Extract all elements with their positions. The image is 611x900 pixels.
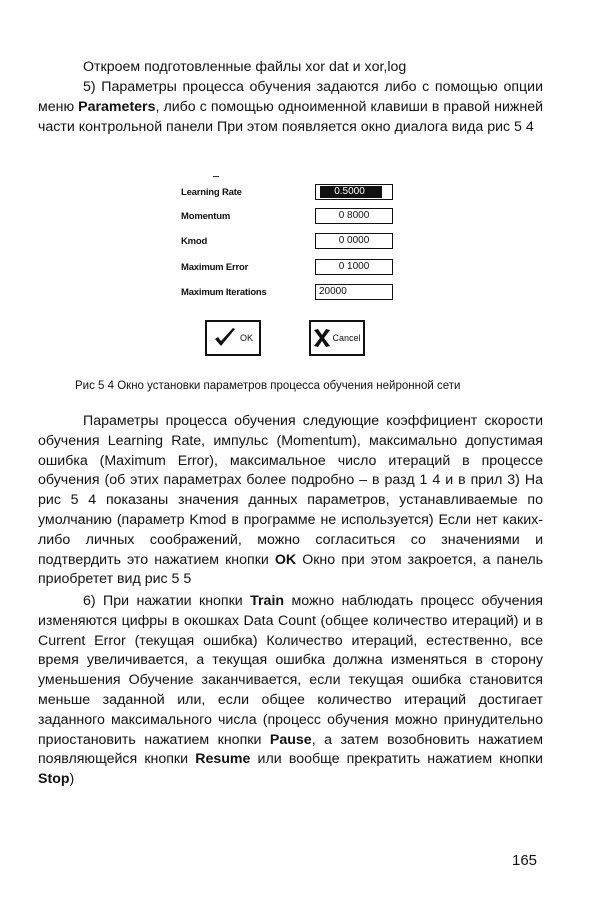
momentum-input[interactable]: [315, 208, 393, 224]
figure-caption: Рис 5 4 Окно установки параметров процесса обучения нейронной сети: [75, 380, 461, 392]
momentum-value: 0 8000: [338, 210, 370, 221]
field-row-maximum-iterations: [181, 284, 396, 302]
paragraph-parameters: [38, 412, 543, 590]
p6-bold-resume: Resume: [195, 751, 251, 768]
field-row-momentum: [181, 208, 396, 226]
maximum-error-value: 0 1000: [338, 261, 370, 272]
pp-bold-ok: OK: [274, 551, 297, 568]
field-row-kmod: [181, 233, 396, 251]
maximum-iterations-label: Maximum Iterations: [181, 287, 267, 298]
learning-rate-value: 0.5000: [320, 186, 382, 198]
learning-rate-input[interactable]: [315, 184, 393, 200]
kmod-input[interactable]: [315, 233, 393, 249]
maximum-error-input[interactable]: [315, 259, 393, 275]
intro-line: [38, 58, 543, 78]
cancel-button[interactable]: [309, 320, 365, 356]
learning-rate-label: Learning Rate: [181, 187, 242, 198]
p6-bold-pause: Pause: [269, 731, 312, 748]
maximum-iterations-value: 20000: [319, 286, 347, 297]
kmod-value: 0 0000: [338, 235, 370, 246]
p6-text-5: ): [69, 771, 75, 788]
intro-line-text: Откроем подготовленные файлы xor dat и xor,log: [83, 59, 407, 75]
p5-text-2: , либо с помощью одноименной клавиши в правой нижней части контрольной панели При этом появляется окно диалога вида рис 5 4: [38, 98, 544, 135]
page-number: 165: [512, 852, 538, 869]
p6-text-1: 6) При нажатии кнопки: [83, 593, 251, 609]
p5-bold-parameters: Parameters: [78, 98, 156, 115]
p6-bold-stop: Stop: [38, 771, 70, 788]
parameters-dialog: [175, 172, 405, 372]
field-row-maximum-error: [181, 259, 396, 277]
maximum-error-label: Maximum Error: [181, 262, 249, 273]
maximum-iterations-input[interactable]: [315, 284, 393, 300]
momentum-label: Momentum: [181, 211, 231, 222]
paragraph-6: [38, 592, 543, 790]
checkmark-icon: [213, 327, 237, 349]
p5-text-1: 5) Параметры процесса обучения задаются либо с помощью опции меню: [38, 79, 543, 115]
ok-button-label: OK: [239, 333, 253, 343]
pp-text-1: Параметры процесса обучения следующие коэффициент скорости обучения Learning Rate, импульс (Momentum), максимально допустимая ошибка (Maximum Error), максимальное число итераций в процессе обучения (об этих параметрах более подробно – в разд 1 4 и в прил 3) На рис 5 4 показаны значения данных параметров, устанавливаемые по умолчанию (параметр Kmod в программе не используется) Если нет каких-либо личных соображений, можно согласиться со значениями и подтвердить это нажатием кнопки: [38, 413, 543, 568]
cancel-button-label: Cancel: [332, 333, 361, 343]
p6-text-4: или вообще прекратить нажатием кнопки: [250, 751, 543, 768]
kmod-label: Kmod: [181, 236, 208, 247]
paragraph-5: [38, 78, 543, 137]
ok-button[interactable]: [205, 320, 261, 356]
field-row-learning-rate: [181, 184, 396, 202]
pp-text-2: Окно при этом закроется, а панель приобретет вид рис 5 5: [38, 551, 543, 588]
p6-text-2: можно наблюдать процесс обучения изменяются цифры в окошках Data Count (общее количество итераций) и в Current Error (текущая ошибка) Количество итераций, естественно, все время увеличивается, а текущая ошибка должна изменяться в сторону уменьшения Обучение заканчивается, если текущая ошибка становится меньше заданной или, если общее количество итераций достигает заданного максимального числа (процесс обучения можно принудительно приостановить нажатием кнопки: [38, 593, 543, 748]
cross-icon: [313, 328, 331, 348]
dialog-dash-mark: [213, 176, 219, 177]
p6-bold-train: Train: [250, 593, 285, 609]
p6-text-3: , а затем возобновить нажатием появляющейся кнопки: [38, 731, 543, 768]
